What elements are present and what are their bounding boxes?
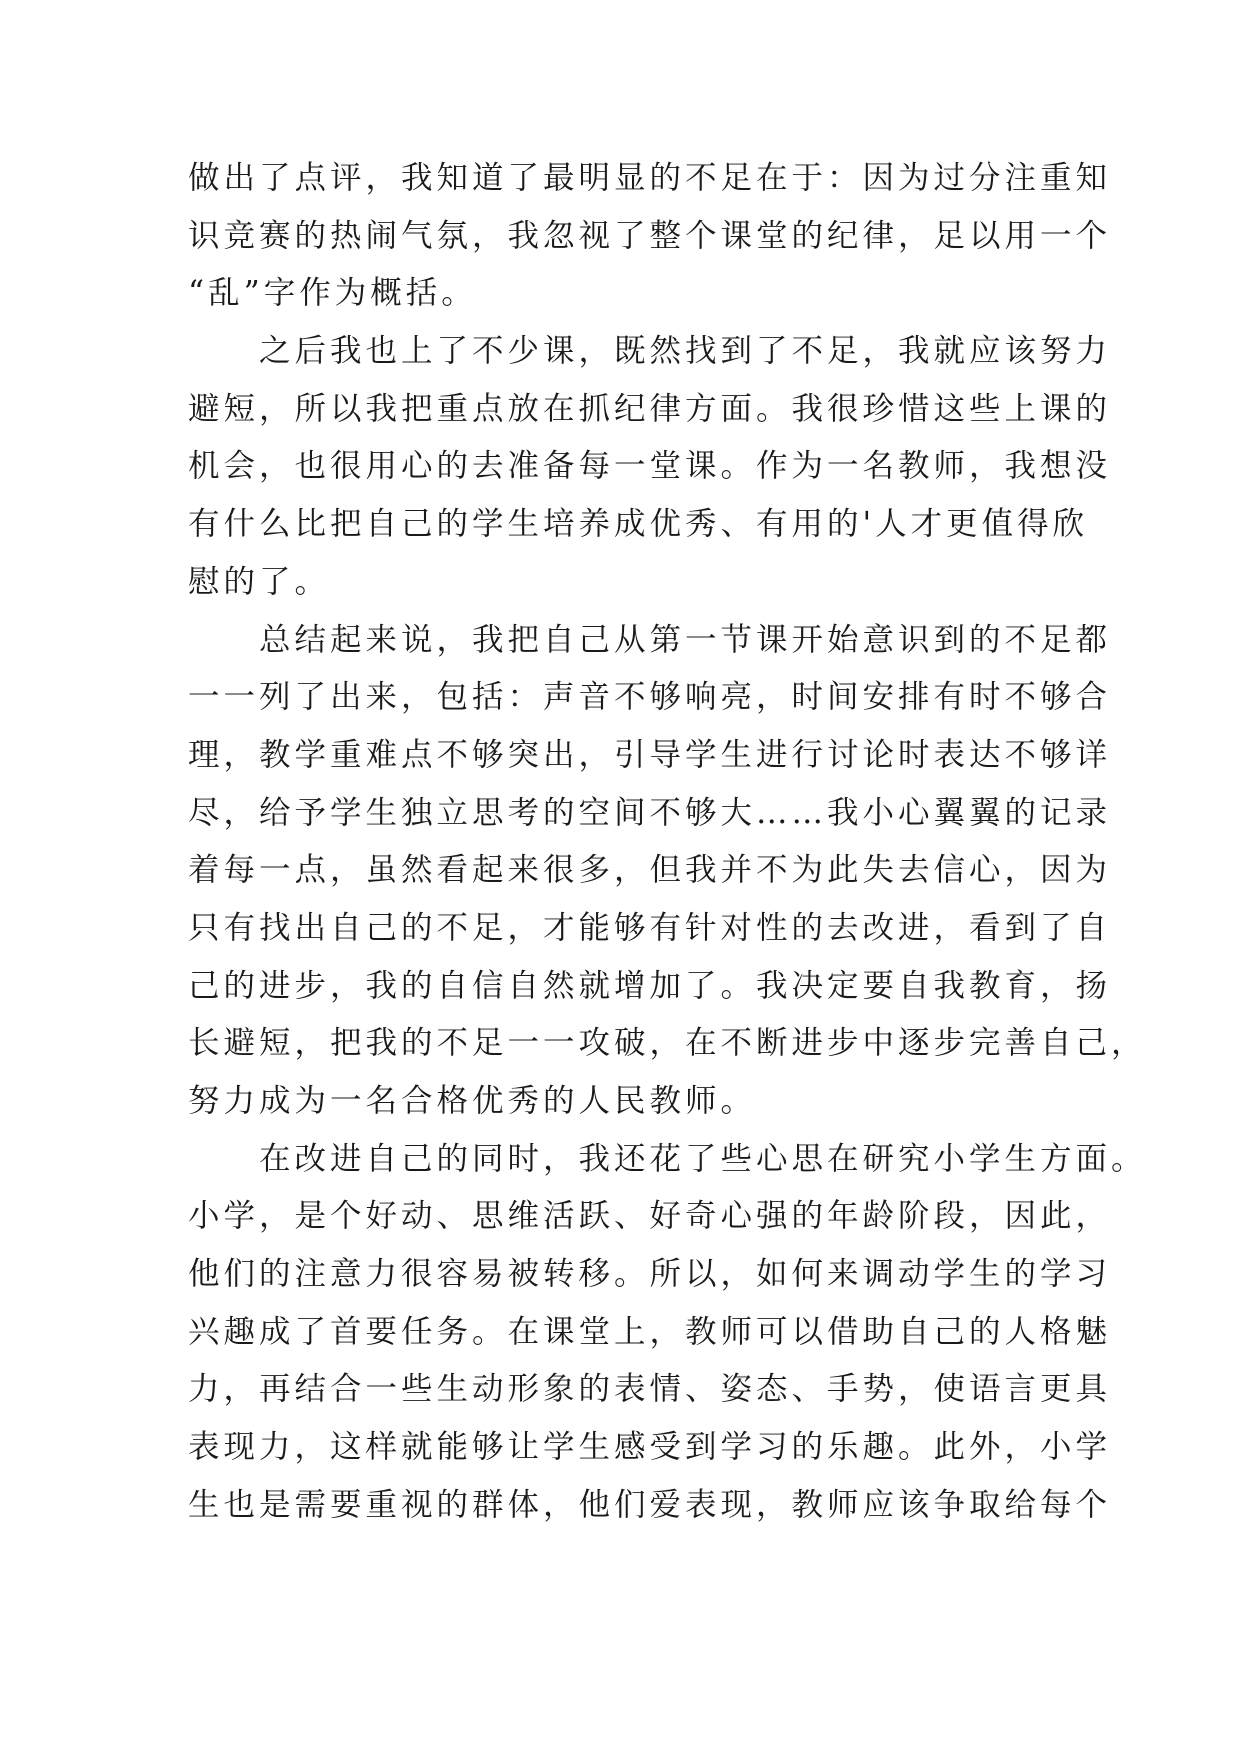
- body-text: [188, 150, 1147, 1535]
- text-line: 有什么比把自己的学生培养成优秀、有用的'人才更值得欣: [188, 506, 1089, 543]
- text-line: 生也是需要重视的群体，他们爱表现，教师应该争取给每个: [188, 1486, 1112, 1523]
- text-line: 他们的注意力很容易被转移。所以，如何来调动学生的学习: [188, 1256, 1112, 1293]
- text-line: 小学，是个好动、思维活跃、好奇心强的年龄阶段，因此，: [188, 1198, 1112, 1235]
- text-line: 一一列了出来，包括：声音不够响亮，时间安排有时不够合: [188, 679, 1112, 716]
- text-line: 兴趣成了首要任务。在课堂上，教师可以借助自己的人格魅: [188, 1313, 1112, 1350]
- text-line: 长避短，把我的不足一一攻破，在不断进步中逐步完善自己，: [188, 1025, 1147, 1062]
- text-line: 表现力，这样就能够让学生感受到学习的乐趣。此外，小学: [188, 1429, 1112, 1466]
- text-line: 只有找出自己的不足，才能够有针对性的去改进，看到了自: [188, 909, 1112, 946]
- text-line: 努力成为一名合格优秀的人民教师。: [188, 1083, 757, 1119]
- text-line: “乱”字作为概括。: [188, 275, 477, 312]
- text-line: 避短，所以我把重点放在抓纪律方面。我很珍惜这些上课的: [188, 390, 1112, 427]
- text-line: 之后我也上了不少课，既然找到了不足，我就应该努力: [188, 333, 1112, 370]
- text-line: 慰的了。: [188, 563, 331, 600]
- text-line: 己的进步，我的自信自然就增加了。我决定要自我教育，扬: [188, 967, 1112, 1004]
- text-line: 识竞赛的热闹气氛，我忽视了整个课堂的纪律，足以用一个: [188, 217, 1112, 254]
- text-line: 理，教学重难点不够突出，引导学生进行讨论时表达不够详: [188, 736, 1112, 773]
- text-line: 总结起来说，我把自己从第一节课开始意识到的不足都: [188, 621, 1112, 658]
- text-line: 机会，也很用心的去准备每一堂课。作为一名教师，我想没: [188, 448, 1112, 485]
- text-line: 在改进自己的同时，我还花了些心思在研究小学生方面。: [188, 1140, 1147, 1177]
- text-line: 尽，给予学生独立思考的空间不够大……我小心翼翼的记录: [188, 794, 1112, 831]
- text-line: 力，再结合一些生动形象的表情、姿态、手势，使语言更具: [188, 1371, 1112, 1408]
- text-line: 着每一点，虽然看起来很多，但我并不为此失去信心，因为: [188, 852, 1112, 889]
- text-line: 做出了点评，我知道了最明显的不足在于：因为过分注重知: [188, 160, 1112, 196]
